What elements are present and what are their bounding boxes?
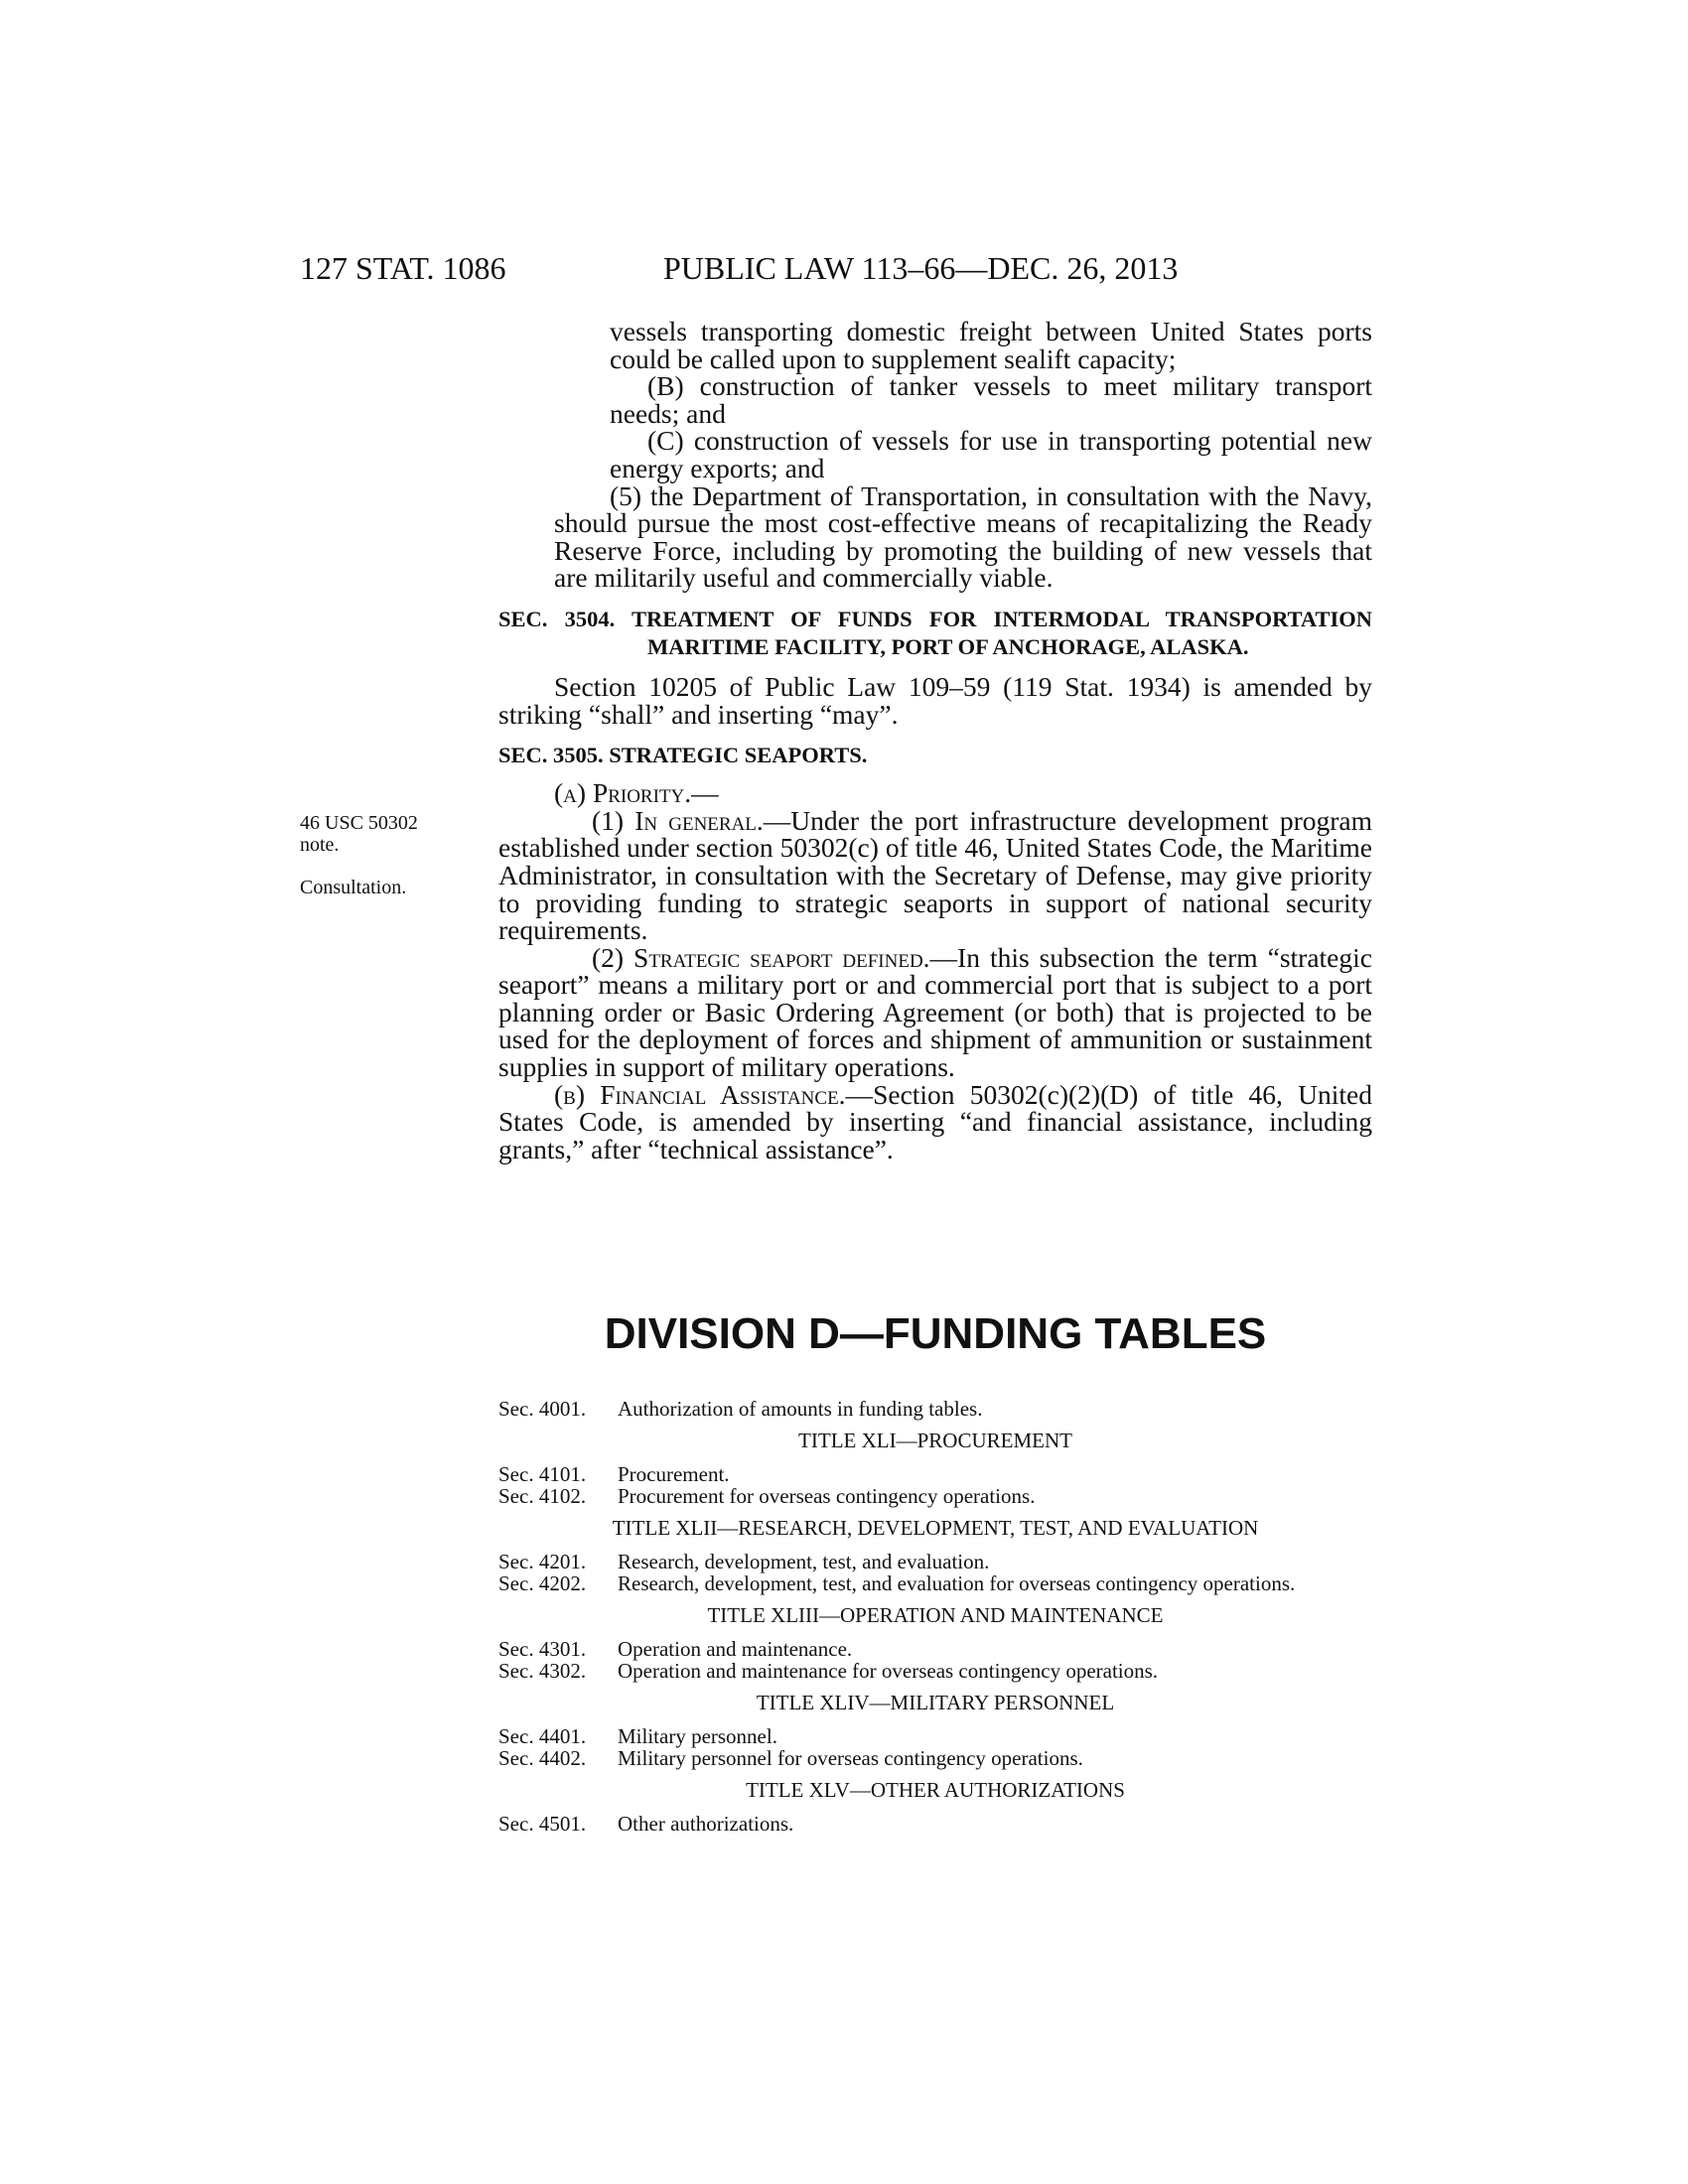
- toc-section-title: Other authorizations.: [618, 1812, 794, 1836]
- toc-section-title: Operation and maintenance for overseas contingency operations.: [618, 1659, 1159, 1683]
- toc-row: [498, 1747, 1372, 1769]
- page-header: [300, 248, 1233, 288]
- toc-row: [498, 1813, 1372, 1835]
- toc-row: [498, 1398, 1372, 1420]
- toc-section-number: Sec. 4202.: [498, 1571, 587, 1595]
- toc-row: [498, 1463, 1372, 1485]
- paragraph-5: (5) the Department of Transportation, in consultation with the Navy, should pursue the most cost-effective means of recapitalizing the Ready Reserve Force, including by promoting the building of new vessels that are militarily useful and commercially viable.: [554, 479, 1372, 594]
- paragraph-a1-text: Under the port infrastructure development program established under section 50302(c) of title 46, United States Code, the Maritime Administrator, in consultation with the Secretary of Defense, may give priority to providing funding to strategic seaports in support of national security requirements.: [498, 804, 1372, 946]
- public-law-running-head: PUBLIC LAW 113–66—DEC. 26, 2013: [663, 250, 1179, 286]
- toc-section-title: Research, development, test, and evaluation for overseas contingency operations.: [618, 1571, 1296, 1595]
- subsection-a-label: (a) Priority.—: [554, 777, 719, 809]
- toc-section-number: Sec. 4001.: [498, 1397, 587, 1421]
- toc-title-heading: TITLE XLV—OTHER AUTHORIZATIONS: [746, 1778, 1125, 1802]
- toc-section-title: Military personnel.: [618, 1724, 777, 1748]
- subsection-b-label: (b) Financial Assistance.—: [554, 1078, 874, 1110]
- toc-row: [498, 1485, 1372, 1507]
- subparagraph-b: (B) construction of tanker vessels to meet military transport needs; and: [610, 370, 1372, 429]
- statute-body: [498, 318, 1372, 1162]
- toc-section-number: Sec. 4402.: [498, 1746, 587, 1770]
- toc-section-title: Operation and maintenance.: [618, 1637, 853, 1661]
- toc-title-heading: TITLE XLIV—MILITARY PERSONNEL: [756, 1691, 1115, 1714]
- toc-row: [498, 1638, 1372, 1660]
- toc-row: [498, 1660, 1372, 1682]
- toc-title-heading: TITLE XLIII—OPERATION AND MAINTENANCE: [707, 1603, 1164, 1627]
- section-3504-title: TREATMENT OF FUNDS FOR INTERMODAL TRANSPORTATION MARITIME FACILITY, PORT OF ANCHORAGE, ALASKA.: [631, 606, 1372, 659]
- toc-section-number: Sec. 4501.: [498, 1812, 587, 1836]
- toc-section-number: Sec. 4302.: [498, 1659, 587, 1683]
- paragraph-continuation: vessels transporting domestic freight between United States ports could be called upon to supplement sealift capacity;: [610, 316, 1372, 374]
- toc-section-number: Sec. 4201.: [498, 1550, 587, 1573]
- section-3505-heading: SEC. 3505. STRATEGIC SEAPORTS.: [498, 743, 868, 768]
- division-title: DIVISION D—FUNDING TABLES: [604, 1309, 1267, 1358]
- table-of-contents: [498, 1398, 1372, 1835]
- toc-section-number: Sec. 4401.: [498, 1724, 587, 1748]
- toc-section-title: Military personnel for overseas contingency operations.: [618, 1746, 1083, 1770]
- toc-section-number: Sec. 4101.: [498, 1462, 587, 1486]
- subsection-b: [498, 1078, 1372, 1164]
- section-3504-number: SEC. 3504.: [498, 606, 616, 631]
- toc-title-heading: TITLE XLII—RESEARCH, DEVELOPMENT, TEST, AND EVALUATION: [612, 1516, 1259, 1540]
- statute-page-number: 127 STAT. 1086: [300, 250, 506, 286]
- toc-section-number: Sec. 4301.: [498, 1637, 587, 1661]
- subsection-a-heading: [498, 779, 1372, 807]
- margin-note-usc: 46 USC 50302 note.: [300, 812, 418, 856]
- toc-row: [498, 1572, 1372, 1594]
- toc-row: [498, 1725, 1372, 1747]
- toc-section-title: Authorization of amounts in funding tables.: [618, 1397, 983, 1421]
- toc-title-heading: TITLE XLI—PROCUREMENT: [798, 1429, 1072, 1452]
- subsection-b-text: Section 50302(c)(2)(D) of title 46, United States Code, is amended by inserting “and financial assistance, including grants,” after “technical assistance”.: [498, 1078, 1372, 1164]
- section-3504-text: Section 10205 of Public Law 109–59 (119 Stat. 1934) is amended by striking “shall” and inserting “may”.: [498, 670, 1372, 730]
- paragraph-a2: [498, 941, 1372, 1083]
- toc-row: [498, 1551, 1372, 1572]
- toc-section-title: Research, development, test, and evaluation.: [618, 1550, 990, 1573]
- subparagraph-c: (C) construction of vessels for use in transporting potential new energy exports; and: [610, 425, 1372, 483]
- toc-section-number: Sec. 4102.: [498, 1484, 587, 1508]
- paragraph-a1-label: (1) In general.—: [592, 804, 791, 836]
- paragraph-a2-label: (2) Strategic seaport defined.—: [592, 941, 958, 973]
- paragraph-a1: [498, 804, 1372, 946]
- toc-section-title: Procurement for overseas contingency operations.: [618, 1484, 1036, 1508]
- toc-section-title: Procurement.: [618, 1462, 730, 1486]
- section-3504-heading: [498, 606, 1372, 661]
- margin-note-consultation: Consultation.: [300, 877, 407, 898]
- paragraph-a2-text: In this subsection the term “strategic seaport” means a military port or and commercial port that is subject to a port planning order or Basic Ordering Agreement (or both) that is projected to be used for the deployment of forces and shipment of ammunition or sustainment supplies in support of military operations.: [498, 941, 1372, 1083]
